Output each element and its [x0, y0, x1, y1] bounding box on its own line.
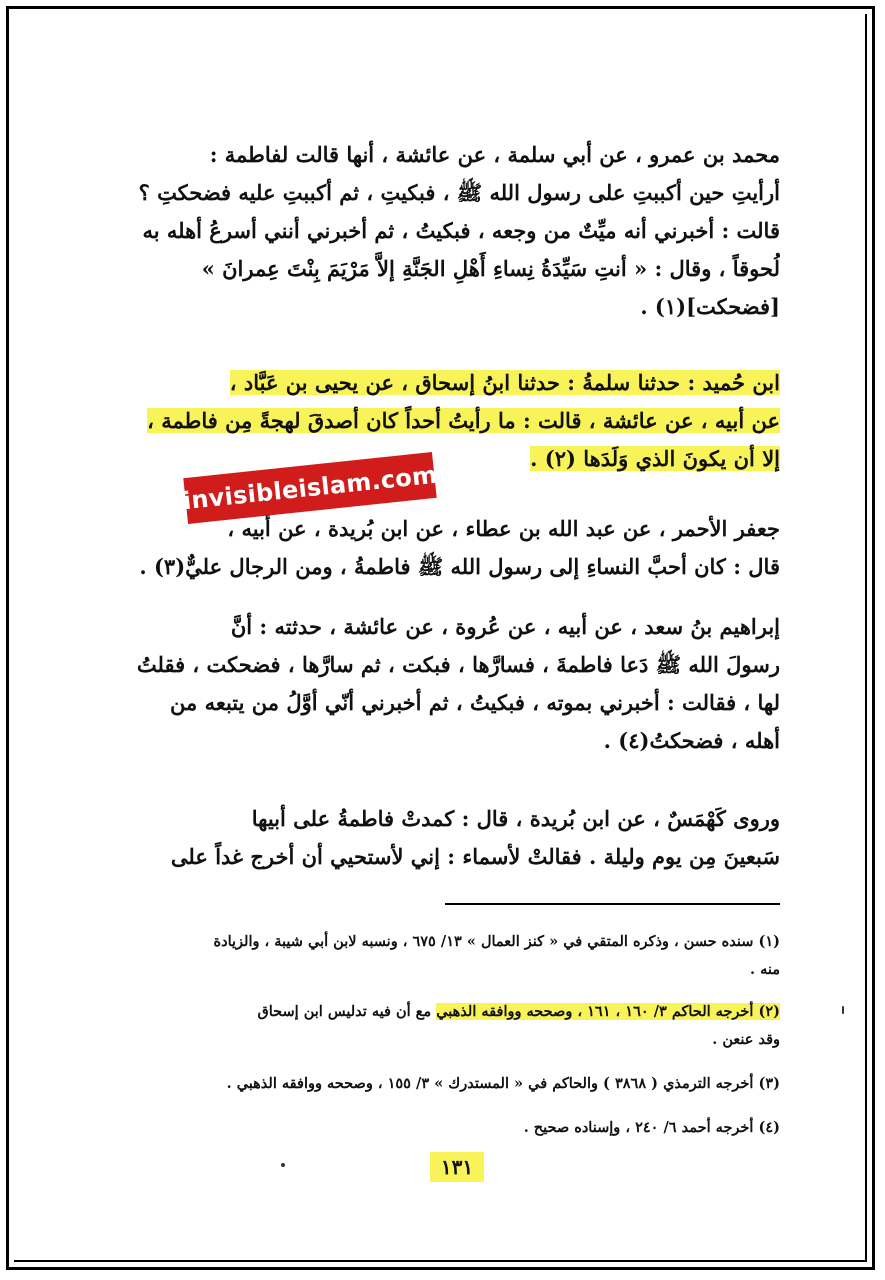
footnote-highlight: (٢) أخرجه الحاكم ٣/ ١٦٠ ، ١٦١ ، وصححه ووافقه الذهبي	[436, 1003, 780, 1020]
footnote-line	[120, 998, 780, 1026]
footnote-1	[120, 928, 780, 984]
highlighted-text: عن أبيه ، عن عائشة ، قالت : ما رأيتُ أحداً كان أصدقَ لهجةً مِن فاطمة ،	[147, 408, 780, 433]
paragraph-line	[120, 402, 780, 440]
footnote-line: (٣) أخرجه الترمذي ( ٣٨٦٨ ) والحاكم في « المستدرك » ٣/ ١٥٥ ، وصححه ووافقه الذهبي .	[226, 1075, 780, 1092]
paragraph-2-highlighted	[120, 364, 780, 478]
paragraph-5	[120, 800, 780, 876]
highlighted-text: ابن حُميد : حدثنا سلمةُ : حدثنا ابنُ إسحاق ، عن يحيى بن عَبَّاد ،	[229, 370, 780, 395]
footnote-text: مع أن فيه تدليس ابن إسحاق	[257, 1003, 437, 1020]
scan-speck	[281, 1163, 285, 1167]
paragraph-line: وروى كَهْمَسٌ ، عن ابن بُريدة ، قال : كمدتْ فاطمةُ على أبيها	[251, 806, 780, 831]
paragraph-line: أهله ، فضحكتُ(٤) .	[603, 728, 780, 753]
paragraph-line: محمد بن عمرو ، عن أبي سلمة ، عن عائشة ، أنها قالت لفاطمة :	[209, 142, 780, 167]
footnote-line: (١) سنده حسن ، وذكره المتقي في « كنز العمال » ١٣/ ٦٧٥ ، ونسبه لابن أبي شيبة ، والزيادة	[213, 933, 780, 950]
footnote-4	[120, 1114, 780, 1142]
footnote-3	[120, 1070, 780, 1098]
paragraph-line: قالت : أخبرني أنه ميِّتٌ من وجعه ، فبكيتُ ، ثم أخبرني أنني أسرعُ أهله به	[142, 218, 780, 243]
footnote-line: وقد عنعن .	[712, 1031, 780, 1048]
paragraph-line: جعفر الأحمر ، عن عبد الله بن عطاء ، عن ابن بُريدة ، عن أبيه ،	[227, 516, 780, 541]
paragraph-line: لها ، فقالت : أخبرني بموته ، فبكيتُ ، ثم أخبرني أنّي أوَّلُ من يتبعه من	[170, 690, 780, 715]
footnote-line: منه .	[749, 961, 780, 978]
paragraph-line: لُحوقاً ، وقال : « أنتِ سَيِّدَةُ نِساءِ أَهْلِ الجَنَّةِ إلاَّ مَرْيَمَ بِنْتَ عِمرانَ »	[201, 256, 780, 281]
highlighted-text: إلا أن يكونَ الذي وَلَدَها (٢) .	[530, 446, 780, 471]
page-number: ١٣١	[430, 1152, 484, 1182]
paragraph-line: إبراهيم بنُ سعد ، عن أبيه ، عن عُروة ، عن عائشة ، حدثته : أنَّ	[230, 614, 780, 639]
paragraph-1	[120, 136, 780, 326]
paragraph-3	[120, 510, 780, 586]
paragraph-line: قال : كان أحبَّ النساءِ إلى رسول الله ﷺ فاطمةُ ، ومن الرجال عليٌّ(٣) .	[139, 554, 780, 579]
paragraph-line	[120, 364, 780, 402]
footnote-line: (٤) أخرجه أحمد ٦/ ٢٤٠ ، وإسناده صحيح .	[523, 1119, 780, 1136]
paragraph-line: رسولَ الله ﷺ دَعا فاطمةَ ، فسارَّها ، فبكت ، ثم سارَّها ، فضحكت ، فقلتُ	[136, 652, 780, 677]
paragraph-4	[120, 608, 780, 760]
watermark-text: invisibleislam.com	[181, 460, 439, 516]
scan-speck	[842, 1006, 844, 1014]
paragraph-line: [فضحكت](١) .	[640, 294, 780, 319]
paragraph-line: أرأيتِ حين أكببتِ على رسول الله ﷺ ، فبكيتِ ، ثم أكببتِ عليه فضحكتِ ؟	[138, 180, 780, 205]
paragraph-line: سَبعينَ مِن يوم وليلة . فقالتْ لأسماء : إني لأستحيي أن أخرج غداً على	[170, 844, 780, 869]
paragraph-line	[120, 440, 780, 478]
footnote-2	[120, 998, 780, 1054]
footnote-separator	[445, 903, 780, 905]
